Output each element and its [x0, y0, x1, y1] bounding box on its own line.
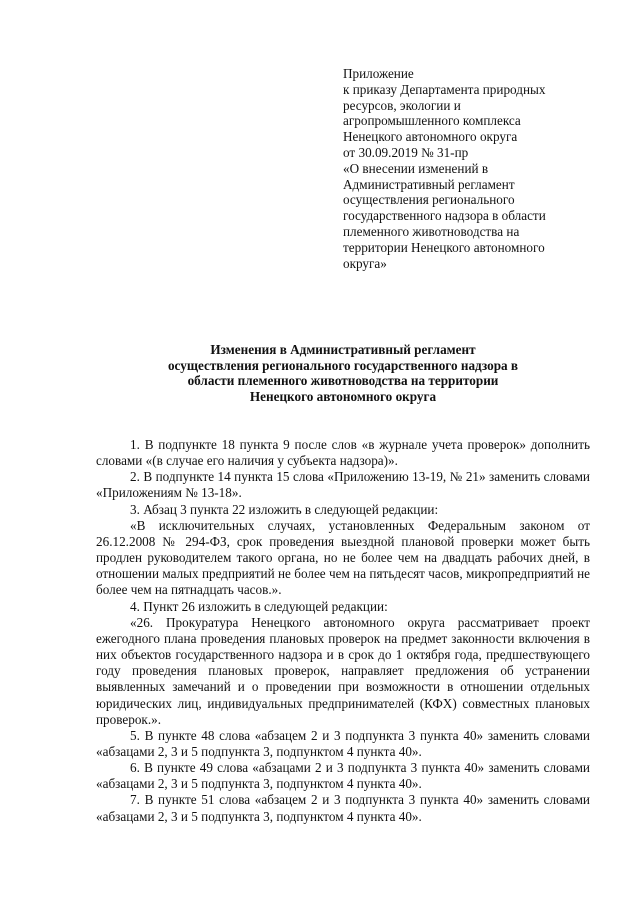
appendix-line: к приказу Департамента природных: [343, 81, 546, 97]
appendix-line: агропромышленного комплекса: [343, 113, 521, 129]
paragraph-4: 4. Пункт 26 изложить в следующей редакции:: [130, 598, 388, 614]
appendix-line: Приложение: [343, 66, 414, 81]
appendix-line: «О внесении изменений в: [343, 160, 489, 176]
paragraph-3-quote: «В исключительных случаях, установленных Федеральным законом от 26.12.2008 № 294-ФЗ, срок проведения выездной плановой проверки может быть продлен руководителем такого органа, но не более чем на двадцать рабочих дней, в отношении малых предприятий не более чем на пятьдесят часов, микропредприятий не более чем на пятнадцать часов.».: [96, 517, 590, 598]
title-line: Изменения в Административный регламент: [210, 342, 476, 357]
appendix-line: племенного животноводства на: [343, 223, 520, 239]
appendix-line: от 30.09.2019 № 31-пр: [343, 144, 469, 160]
appendix-line: территории Ненецкого автономного: [343, 239, 545, 255]
appendix-line: ресурсов, экологии и: [343, 97, 461, 113]
appendix-header: [343, 66, 583, 271]
title-line: области племенного животноводства на территории: [187, 373, 499, 388]
appendix-line: Административный регламент: [343, 176, 515, 192]
paragraph-7: 7. В пункте 51 слова «абзацем 2 и 3 подпункта 3 пункта 40» заменить словами «абзацами 2, 3 и 5 подпункта 3, подпунктом 4 пункта 40».: [96, 792, 590, 824]
paragraph-1: 1. В подпункте 18 пункта 9 после слов «в журнале учета проверок» дополнить словами «(в случае его наличия у субъекта надзора)».: [96, 437, 590, 469]
paragraph-5: 5. В пункте 48 слова «абзацем 2 и 3 подпункта 3 пункта 40» заменить словами «абзацами 2, 3 и 5 подпункта 3, подпунктом 4 пункта 40».: [96, 727, 590, 759]
appendix-line: округа»: [343, 255, 387, 271]
appendix-line: государственного надзора в области: [343, 208, 546, 224]
appendix-line: Ненецкого автономного округа: [343, 129, 518, 145]
paragraph-2: 2. В подпункте 14 пункта 15 слова «Приложению 13-19, № 21» заменить словами «Приложениям № 13-18».: [96, 469, 590, 501]
document-body: [96, 437, 590, 825]
paragraph-3: 3. Абзац 3 пункта 22 изложить в следующей редакции:: [130, 501, 439, 517]
title-line: Ненецкого автономного округа: [249, 388, 437, 404]
title-line: осуществления регионального государственного надзора в: [167, 357, 519, 373]
appendix-line: осуществления регионального: [343, 192, 515, 208]
paragraph-6: 6. В пункте 49 слова «абзацами 2 и 3 подпункта 3 пункта 40» заменить словами «абзацами 2, 3 и 5 подпункта 3, подпунктом 4 пункта 40».: [96, 760, 590, 792]
paragraph-4-quote: «26. Прокуратура Ненецкого автономного округа рассматривает проект ежегодного плана проведения плановых проверок на предмет законности включения в них объектов государственного надзора и в срок до 1 октября года, предшествующего году проведения плановых проверок, направляет предложения об устранении выявленных замечаний и о проведении при возможности в отношении отдельных юридических лиц, индивидуальных предпринимателей (КФХ) совместных плановых проверок.».: [96, 614, 590, 727]
document-title: [96, 342, 590, 404]
